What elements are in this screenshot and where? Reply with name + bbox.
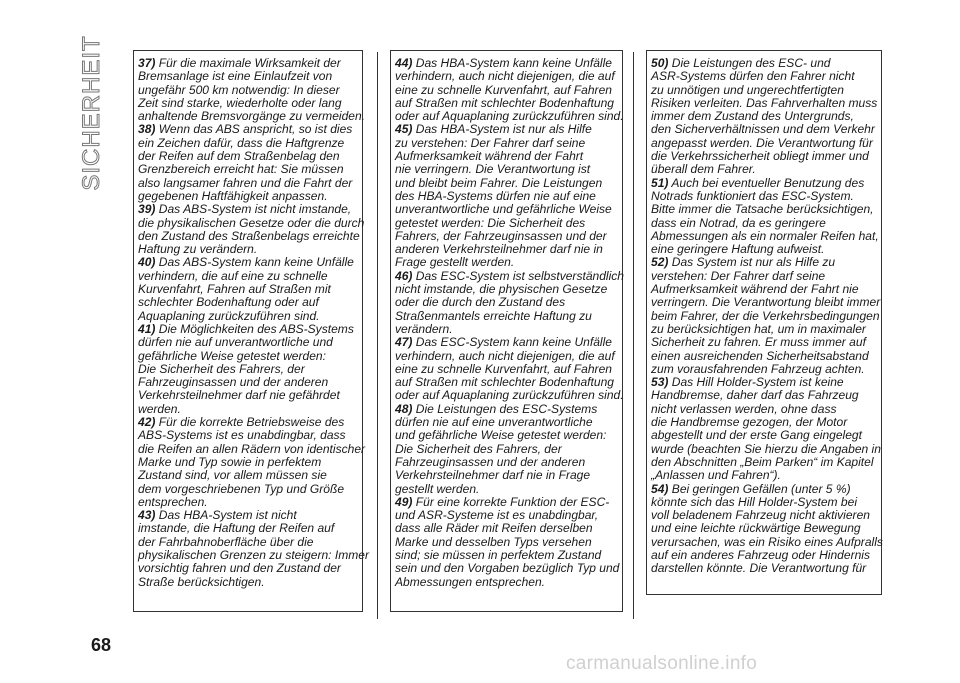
note-text: „Anlassen und Fahren“). — [651, 468, 781, 483]
note-line — [651, 243, 877, 256]
note-line — [395, 243, 618, 256]
note-line — [651, 363, 877, 376]
note-line — [651, 549, 877, 562]
note-line — [138, 177, 358, 190]
note-text: Wenn das ABS anspricht, so ist dies — [158, 122, 353, 137]
note-line — [395, 376, 618, 389]
note-line — [395, 296, 618, 309]
warning-column-3 — [646, 50, 882, 595]
note-text: Aufmerksamkeit während der Fahrt nie — [651, 282, 859, 297]
warning-column-1 — [133, 50, 369, 612]
note-text: zum vorausfahrenden Fahrzeug achten. — [651, 361, 865, 376]
note-line — [395, 137, 618, 150]
note-text: vorsichtig fahren und den Zustand der — [138, 561, 341, 576]
note-text: angepasst werden. Die Verantwortung für — [651, 135, 873, 150]
note-text: eine zu schnelle Kurvenfahrt, auf Fahren — [395, 361, 612, 376]
note-line — [395, 217, 618, 230]
note-line — [651, 416, 877, 429]
note-line — [651, 562, 877, 575]
note-text: und eine leichte rückwärtige Bewegung — [651, 521, 861, 536]
note-paragraph-start — [395, 123, 618, 136]
note-line — [651, 403, 877, 416]
note-line — [395, 562, 618, 575]
note-number: 37) — [138, 56, 156, 70]
note-line — [651, 509, 877, 522]
note-line — [651, 270, 877, 283]
note-text: Frage gestellt werden. — [395, 255, 515, 270]
note-text: werden. — [138, 401, 181, 416]
note-text: einen ausreichenden Sicherheitsabstand — [651, 348, 869, 363]
note-text: Haftung zu verändern. — [138, 242, 258, 257]
note-line — [138, 376, 358, 389]
note-text: imstande, die Haftung der Reifen auf — [138, 521, 335, 536]
note-line — [138, 496, 358, 509]
note-text: Das ABS-System ist nicht imstande, — [158, 202, 352, 217]
note-line — [395, 443, 618, 456]
note-text: Das System ist nur als Hilfe zu — [671, 255, 836, 270]
note-text: eine geringere Haftung aufweist. — [651, 242, 825, 257]
note-line — [395, 310, 618, 323]
note-text: sind; sie müssen in perfektem Zustand — [395, 547, 602, 562]
note-line — [138, 163, 358, 176]
note-text: Notrads funktioniert das ESC-System. — [651, 188, 854, 203]
note-line — [651, 110, 877, 123]
note-text: Abmessungen entsprechen. — [395, 574, 546, 589]
note-line — [138, 456, 358, 469]
note-text: dass ein Notrad, da es geringere — [651, 215, 826, 230]
note-text: Bei geringen Gefällen (unter 5 %) — [671, 481, 851, 496]
note-text: immer dem Zustand des Untergrunds, — [651, 109, 854, 124]
note-line — [651, 308, 880, 323]
note-text: Aufmerksamkeit während der Fahrt — [395, 149, 584, 164]
note-text: verändern. — [395, 321, 453, 336]
note-line — [138, 97, 358, 110]
note-text: den Abschnitten „Beim Parken“ im Kapitel — [651, 454, 874, 469]
note-text: Zeit sind starke, wiederholte oder lang — [138, 95, 342, 110]
note-line — [395, 256, 618, 269]
note-line — [138, 296, 358, 309]
note-text: könnte sich das Hill Holder-System bei — [651, 494, 858, 509]
note-text: Marke und desselben Typs versehen — [395, 534, 592, 549]
note-text: verhindern, auch nicht diejenigen, die auf — [395, 69, 615, 84]
note-text: Straße berücksichtigen. — [138, 574, 265, 589]
note-line — [138, 150, 358, 163]
note-line — [138, 270, 358, 283]
note-line — [395, 549, 618, 562]
note-text: Auch bei eventueller Benutzung des — [671, 175, 865, 190]
note-line — [651, 203, 877, 216]
note-text: Grenzbereich erreicht hat: Sie müssen — [138, 162, 344, 177]
note-text: der Fahrbahnoberfläche über die — [138, 534, 314, 549]
note-line — [395, 429, 618, 442]
note-text: Straßenmantels erreichte Haftung zu — [395, 308, 592, 323]
note-paragraph-start — [395, 496, 618, 509]
note-line — [395, 456, 618, 469]
note-number: 50) — [651, 56, 669, 70]
note-text: auf Straßen mit schlechter Bodenhaftung — [395, 375, 614, 390]
note-text: also langsamer fahren und die Fahrt der — [138, 175, 353, 190]
note-text: und ASR-Systeme ist es unabdingbar, — [395, 508, 599, 523]
watermark: carmanualsonline.info — [566, 653, 758, 674]
note-line — [651, 217, 877, 230]
note-number: 38) — [138, 122, 156, 137]
note-line — [138, 522, 358, 535]
note-text: sein und den Vorgaben bezüglich Typ und — [395, 561, 620, 576]
note-line — [138, 576, 358, 589]
note-line — [651, 163, 877, 176]
note-text: dürfen nie auf unverantwortliche und — [138, 335, 333, 350]
note-line — [395, 150, 618, 163]
note-text: ABS-Systems ist es unabdingbar, dass — [138, 428, 346, 443]
note-line — [395, 483, 618, 496]
warning-column-2 — [390, 50, 623, 612]
note-paragraph-start — [138, 123, 358, 136]
note-text: Das Hill Holder-System ist keine — [671, 375, 844, 390]
note-line — [395, 522, 618, 535]
note-line — [651, 323, 877, 336]
note-text: Aquaplaning zurückzuführen sind. — [138, 308, 320, 323]
note-line — [138, 84, 358, 97]
note-text: Das HBA-System kann keine Unfälle — [415, 56, 612, 70]
note-text: Bitte immer die Tatsache berücksichtigen, — [651, 202, 874, 217]
note-text: nicht verlassen werden, ohne dass — [651, 401, 837, 416]
note-text: Fahrzeuginsassen und der anderen — [395, 454, 586, 469]
note-text: Das HBA-System ist nicht — [158, 508, 297, 523]
note-paragraph-start — [395, 336, 618, 349]
note-line — [395, 509, 618, 522]
note-line — [395, 283, 618, 296]
note-line — [395, 416, 618, 429]
note-text: Die Leistungen des ESC- und — [671, 56, 831, 70]
note-line — [395, 536, 618, 549]
note-text: die Handbremse gezogen, der Motor — [651, 415, 848, 430]
note-number: 52) — [651, 255, 669, 270]
note-line — [651, 295, 881, 310]
note-line — [651, 230, 877, 243]
note-text: Fahrers, der Fahrzeuginsassen und der — [395, 228, 607, 243]
note-paragraph-start — [651, 177, 877, 190]
note-line — [395, 230, 618, 243]
note-text: verhindern, auch nicht diejenigen, die auf — [395, 348, 615, 363]
note-paragraph-start — [651, 256, 877, 269]
note-text: der Reifen auf dem Straßenbelag den — [138, 149, 340, 164]
note-text: Die Sicherheit des Fahrers, der — [138, 361, 305, 376]
note-line — [138, 363, 358, 376]
note-paragraph-start — [651, 376, 877, 389]
note-line — [138, 562, 358, 575]
note-text: ein Zeichen dafür, dass die Haftgrenze — [138, 135, 345, 150]
note-text: Für die maximale Wirksamkeit der — [158, 56, 341, 70]
note-line — [651, 190, 877, 203]
note-paragraph-start — [395, 57, 618, 70]
note-line — [138, 283, 358, 296]
note-line — [138, 389, 358, 402]
note-text: schlechter Bodenhaftung oder auf — [138, 295, 319, 310]
note-text: Das ESC-System kann keine Unfälle — [415, 335, 612, 350]
column-divider — [633, 52, 634, 619]
note-line — [651, 70, 877, 83]
note-text: gefährliche Weise getestet werden: — [138, 348, 326, 363]
note-text: Handbremse, daher darf das Fahrzeug — [651, 388, 859, 403]
note-line — [651, 150, 877, 163]
note-line — [138, 547, 369, 562]
note-line — [395, 97, 618, 110]
note-text: Bremsanlage ist eine Einlaufzeit von — [138, 69, 333, 84]
note-line — [651, 456, 877, 469]
note-text: und bleibt beim Fahrer. Die Leistungen — [395, 175, 603, 190]
note-line — [651, 469, 877, 482]
note-text: dürfen nie auf eine unverantwortliche — [395, 415, 593, 430]
note-line — [651, 336, 877, 349]
note-text: Fahrzeuginsassen und der anderen — [138, 375, 329, 390]
note-line — [138, 310, 358, 323]
note-text: Das HBA-System ist nur als Hilfe — [415, 122, 592, 137]
note-text: Zustand sind, vor allem müssen sie — [138, 468, 327, 483]
note-number: 53) — [651, 375, 669, 390]
note-number: 44) — [395, 56, 413, 70]
note-paragraph-start — [651, 483, 877, 496]
note-text: die physikalischen Gesetze oder die durch — [138, 215, 365, 230]
note-number: 47) — [395, 335, 413, 350]
note-line — [138, 243, 358, 256]
note-text: überall dem Fahrer. — [651, 162, 756, 177]
note-text: Für eine korrekte Funktion der ESC- — [415, 494, 610, 509]
note-line — [395, 190, 618, 203]
note-number: 40) — [138, 255, 156, 270]
note-paragraph-start — [138, 416, 358, 429]
note-text: Verkehrsteilnehmer darf nie in Frage — [395, 468, 591, 483]
note-text: nicht imstande, die physischen Gesetze — [395, 282, 608, 297]
note-line — [138, 483, 358, 496]
note-text: anhaltende Bremsvorgänge zu vermeiden. — [138, 109, 366, 124]
note-text: unverantwortliche und gefährliche Weise — [395, 202, 612, 217]
note-text: Das ABS-System kann keine Unfälle — [158, 255, 354, 270]
note-text: nie verringern. Die Verantwortung ist — [395, 162, 591, 177]
note-number: 41) — [138, 321, 156, 336]
note-line — [651, 123, 877, 136]
note-text: ungefähr 500 km notwendig: In dieser — [138, 82, 340, 97]
note-text: zu verstehen: Der Fahrer darf seine — [395, 135, 586, 150]
note-paragraph-start — [138, 57, 358, 70]
note-line — [138, 230, 358, 243]
note-number: 43) — [138, 508, 156, 523]
note-text: getestet werden: Die Sicherheit des — [395, 215, 586, 230]
note-text: gestellt werden. — [395, 481, 480, 496]
note-paragraph-start — [138, 256, 358, 269]
column-divider — [377, 52, 378, 619]
note-line — [395, 363, 618, 376]
note-line — [138, 109, 366, 124]
note-text: entsprechen. — [138, 494, 208, 509]
note-line — [651, 429, 877, 442]
note-line — [395, 109, 624, 124]
note-paragraph-start — [395, 268, 624, 283]
note-text: Sicherheit zu fahren. Er muss immer auf — [651, 335, 866, 350]
note-text: Verkehrsteilnehmer darf nie gefährdet — [138, 388, 340, 403]
note-text: Die Leistungen des ESC-Systems — [415, 401, 598, 416]
note-line — [138, 429, 358, 442]
note-line — [138, 403, 358, 416]
note-text: zu unnötigen und ungerechtfertigten — [651, 82, 844, 97]
note-line — [395, 469, 618, 482]
note-text: zu berücksichtigen hat, um in maximaler — [651, 321, 866, 336]
note-text: verringern. Die Verantwortung bleibt immer — [651, 295, 881, 310]
section-title: SICHERHEIT — [78, 35, 105, 191]
note-line — [651, 496, 877, 509]
note-text: verstehen: Der Fahrer darf seine — [651, 268, 826, 283]
page-number: 68 — [91, 635, 112, 655]
note-text: auf Straßen mit schlechter Bodenhaftung — [395, 95, 614, 110]
note-text: Die Sicherheit des Fahrers, der — [395, 441, 562, 456]
note-line — [138, 336, 358, 349]
note-text: oder auf Aquaplaning zurückzuführen sind. — [395, 388, 624, 403]
note-text: eine zu schnelle Kurvenfahrt, auf Fahren — [395, 82, 612, 97]
note-line — [395, 576, 618, 589]
note-number: 39) — [138, 202, 156, 217]
note-text: dem vorgeschriebenen Typ und Größe — [138, 481, 345, 496]
note-line — [138, 441, 366, 456]
note-line — [651, 84, 877, 97]
note-text: anderen Verkehrsteilnehmer darf nie in — [395, 242, 603, 257]
note-text: Das ESC-System ist selbstverständlich — [415, 268, 624, 283]
note-text: physikalischen Grenzen zu steigern: Immer — [138, 547, 369, 562]
note-text: beim Fahrer, der die Verkehrsbedingungen — [651, 308, 880, 323]
note-line — [138, 137, 358, 150]
note-number: 48) — [395, 401, 413, 416]
note-paragraph-start — [138, 509, 358, 522]
note-line — [651, 137, 877, 150]
note-number: 49) — [395, 494, 413, 509]
note-line — [138, 190, 358, 203]
note-line — [395, 323, 618, 336]
note-text: des HBA-Systems dürfen nie auf eine — [395, 188, 596, 203]
note-text: verursachen, was ein Risiko eines Aufpralls — [651, 534, 883, 549]
note-line — [138, 70, 358, 83]
note-line — [651, 283, 877, 296]
note-text: ASR-Systems dürfen den Fahrer nicht — [651, 69, 855, 84]
note-text: Abmessungen als ein normaler Reifen hat, — [651, 228, 879, 243]
note-line — [138, 350, 358, 363]
note-text: wurde (beachten Sie hierzu die Angaben in — [651, 441, 881, 456]
note-text: dass alle Räder mit Reifen derselben — [395, 521, 593, 536]
note-text: auf ein anderes Fahrzeug oder Hindernis — [651, 547, 870, 562]
note-number: 46) — [395, 268, 413, 283]
note-number: 54) — [651, 481, 669, 496]
note-paragraph-start — [138, 323, 358, 336]
note-line — [395, 163, 618, 176]
note-line — [651, 97, 877, 110]
note-paragraph-start — [138, 203, 358, 216]
note-line — [651, 522, 877, 535]
note-line — [651, 534, 883, 549]
note-line — [138, 215, 365, 230]
note-text: die Verkehrssicherheit obliegt immer und — [651, 149, 869, 164]
note-text: voll beladenem Fahrzeug nicht aktivieren — [651, 508, 870, 523]
note-line — [395, 177, 618, 190]
note-line — [651, 389, 877, 402]
note-line — [651, 441, 881, 456]
note-text: Die Möglichkeiten des ABS-Systems — [158, 321, 354, 336]
note-text: abgestellt und der erste Gang eingelegt — [651, 428, 862, 443]
note-line — [138, 536, 358, 549]
note-line — [395, 84, 618, 97]
note-line — [395, 388, 624, 403]
note-text: und gefährliche Weise getestet werden: — [395, 428, 607, 443]
note-text: oder die durch den Zustand des — [395, 295, 566, 310]
note-text: die Reifen an allen Rädern von identischer — [138, 441, 366, 456]
note-text: verhindern, die auf eine zu schnelle — [138, 268, 328, 283]
note-text: Für die korrekte Betriebsweise des — [158, 415, 345, 430]
note-text: Risiken verleiten. Das Fahrverhalten muss — [651, 95, 878, 110]
note-text: oder auf Aquaplaning zurückzuführen sind. — [395, 109, 624, 124]
note-text: gegebenen Haftfähigkeit anpassen. — [138, 188, 328, 203]
note-number: 45) — [395, 122, 413, 137]
note-text: den Sicherverhältnissen und dem Verkehr — [651, 122, 875, 137]
note-paragraph-start — [395, 403, 618, 416]
note-line — [395, 350, 618, 363]
note-line — [651, 350, 877, 363]
note-line — [395, 203, 618, 216]
note-text: darstellen könnte. Die Verantwortung für — [651, 561, 867, 576]
note-line — [138, 469, 358, 482]
note-text: Kurvenfahrt, Fahren auf Straßen mit — [138, 282, 331, 297]
note-text: den Zustand des Straßenbelags erreichte — [138, 228, 360, 243]
note-paragraph-start — [651, 57, 877, 70]
note-number: 42) — [138, 415, 156, 430]
note-number: 51) — [651, 175, 669, 190]
note-line — [395, 70, 618, 83]
note-text: Marke und Typ sowie in perfektem — [138, 454, 322, 469]
